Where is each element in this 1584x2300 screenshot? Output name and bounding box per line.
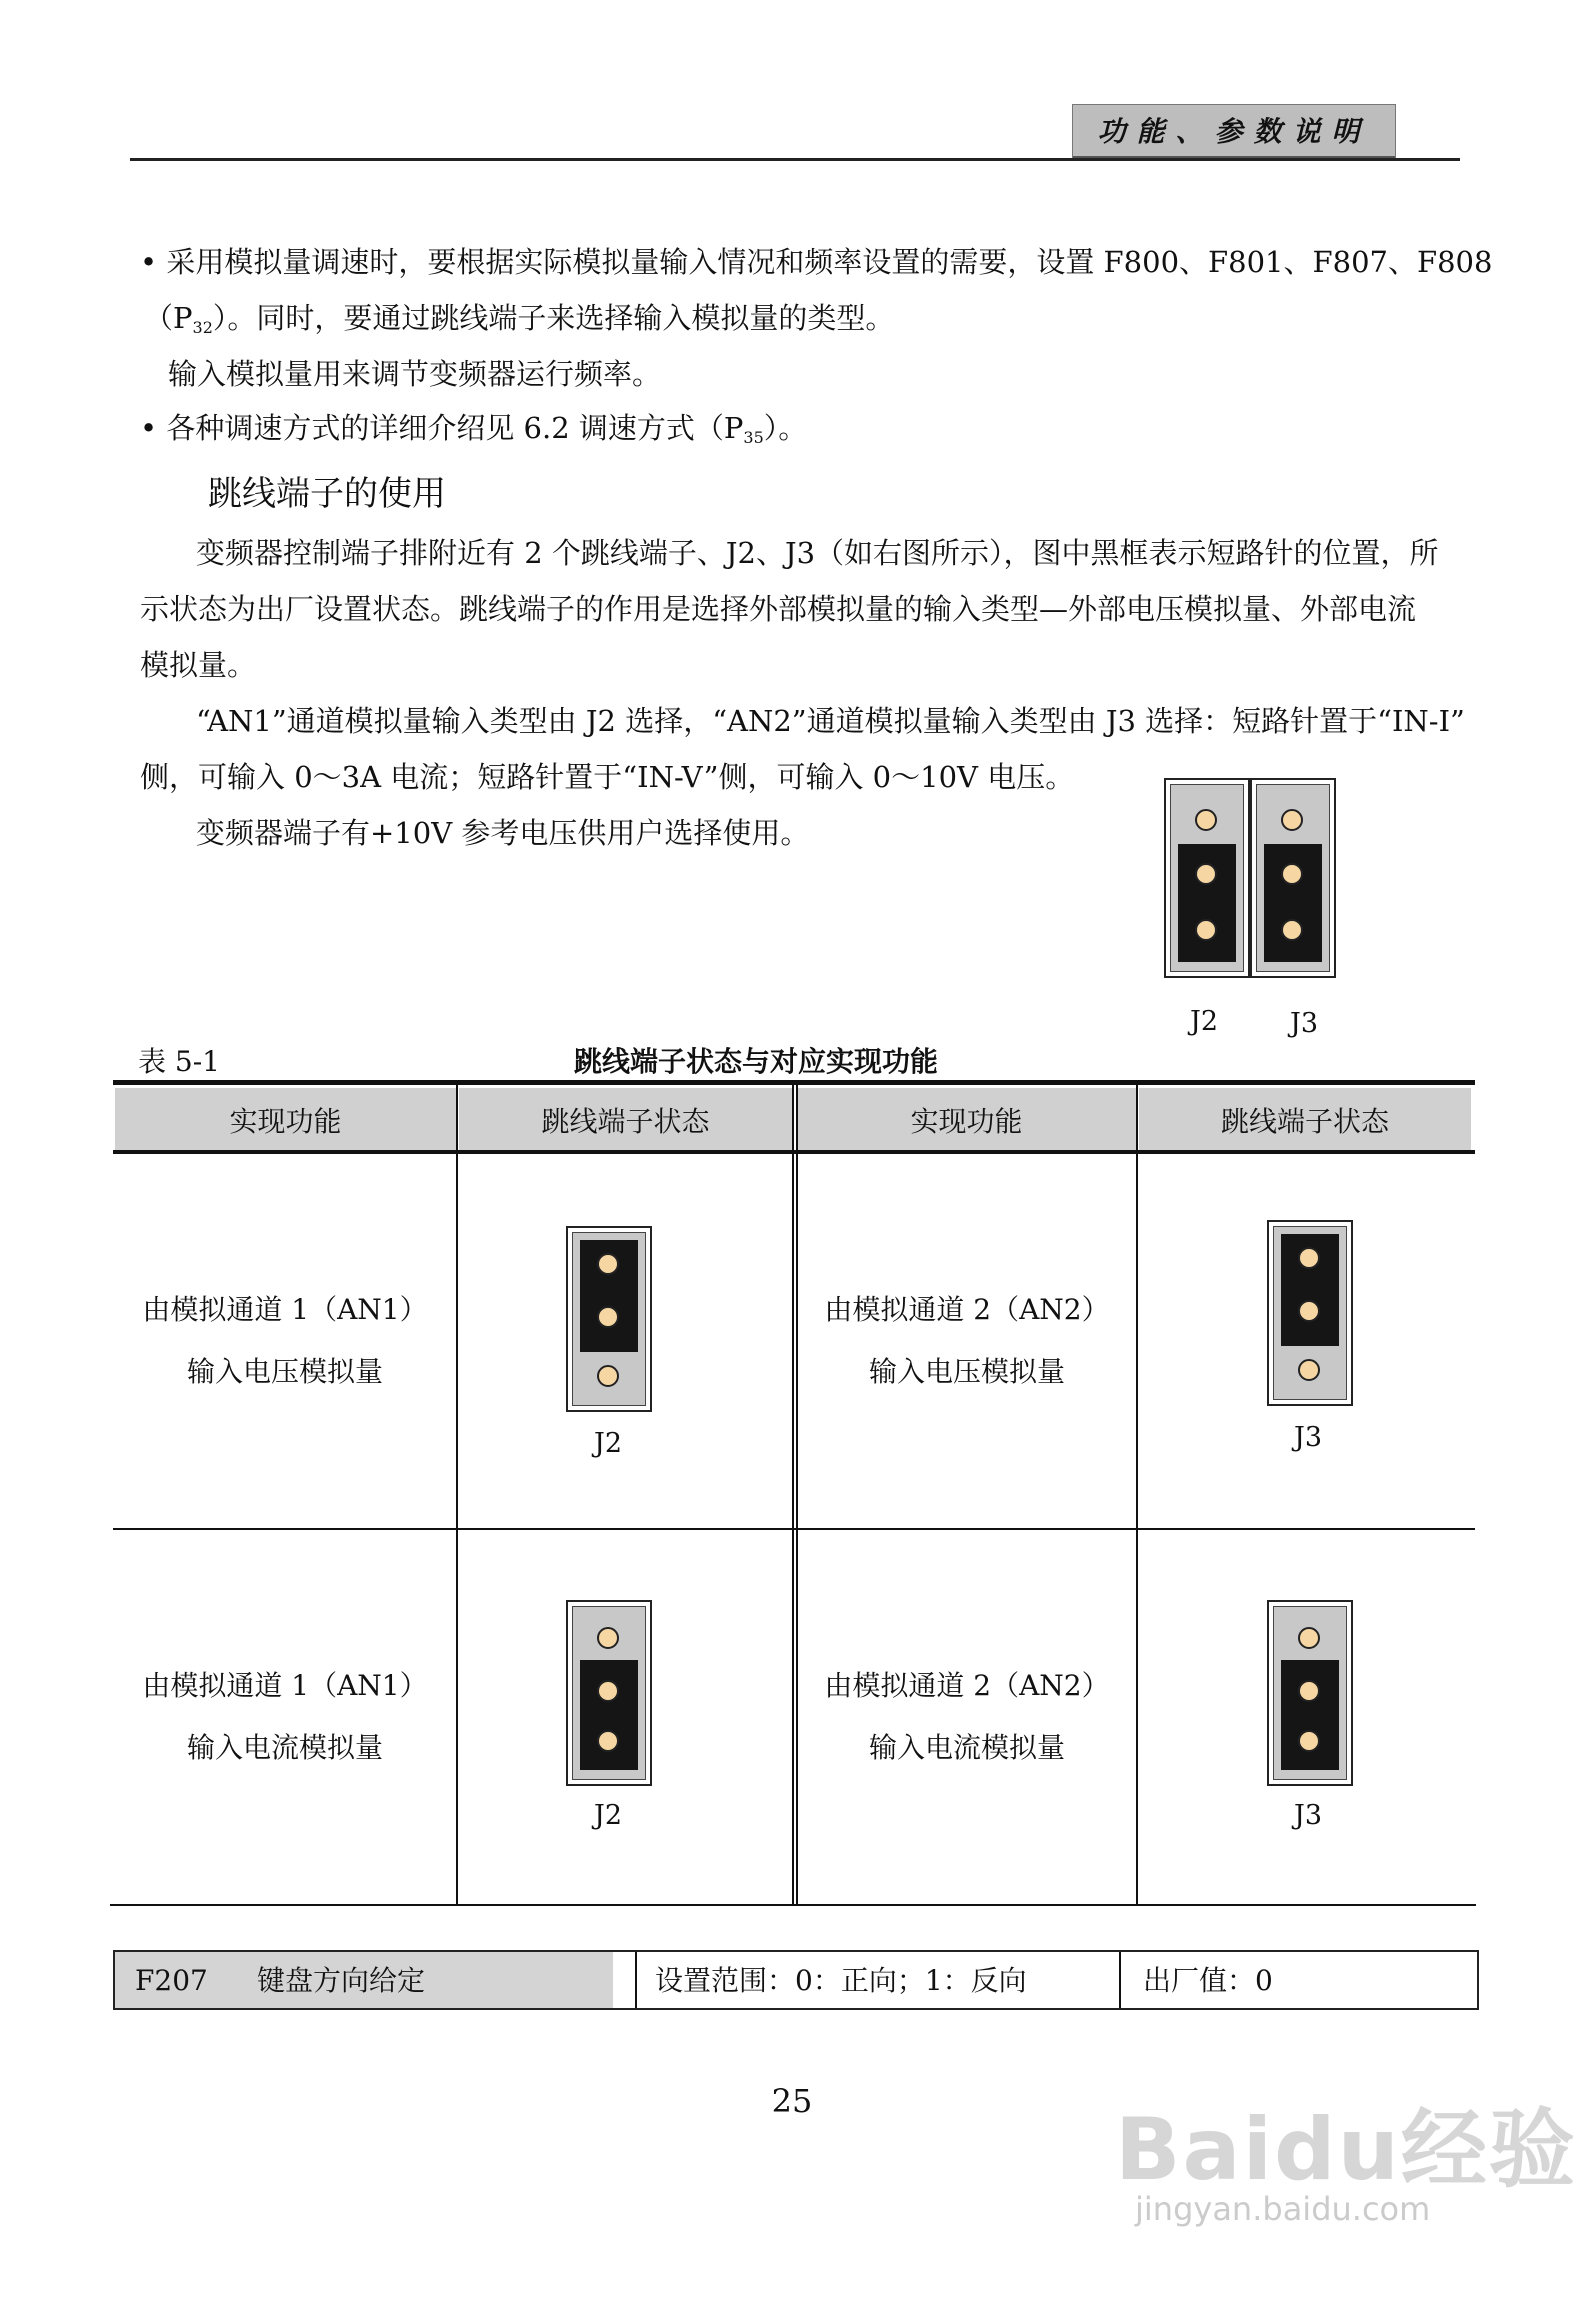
table-header-function: 实现功能 xyxy=(797,1088,1136,1152)
section-header-tab: 功能、参数说明 xyxy=(1072,104,1396,160)
parameter-divider xyxy=(1119,1952,1121,2008)
pin-icon xyxy=(1298,1247,1320,1269)
table-cell-function: 由模拟通道 2（AN2） 输入电流模拟量 xyxy=(824,1669,1110,1764)
figure-j2-label: J2 xyxy=(1190,1006,1219,1037)
parameter-range: 设置范围：0：正向；1：反向 xyxy=(655,1964,1027,1997)
pin-icon xyxy=(1298,1627,1320,1649)
intro-bullet-1-line-1: • 采用模拟量调速时，要根据实际模拟量输入情况和频率设置的需要，设置 F800、F801、F807、F808 xyxy=(140,245,1493,279)
page-number: 25 xyxy=(771,2082,813,2120)
intro-line-3: 输入模拟量用来调节变频器运行频率。 xyxy=(168,357,662,391)
parameter-divider xyxy=(635,1952,637,2008)
parameter-name: 键盘方向给定 xyxy=(257,1964,426,1997)
pin-icon xyxy=(1195,919,1217,941)
shunt-icon xyxy=(1264,844,1322,962)
table-col-rule xyxy=(796,1082,798,1905)
pin-icon xyxy=(1298,1680,1320,1702)
pin-icon xyxy=(597,1730,619,1752)
intro-bullet-2: • 各种调速方式的详细介绍见 6.2 调速方式$(P_{35})$。 xyxy=(140,411,808,447)
section-p3: 变频器端子有+10V 参考电压供用户选择使用。 xyxy=(196,816,810,850)
baidu-watermark-url: jingyan.baidu.com xyxy=(1135,2190,1431,2228)
section-p1-line-2: 示状态为出厂设置状态。跳线端子的作用是选择外部模拟量的输入类型—外部电压模拟量、外部电流 xyxy=(140,592,1417,626)
pin-icon xyxy=(1281,863,1303,885)
pin-icon xyxy=(1195,863,1217,885)
table-jumper-j2-current xyxy=(566,1600,652,1786)
pin-icon xyxy=(597,1680,619,1702)
parameter-code: F207 xyxy=(135,1964,208,1997)
pin-icon xyxy=(1298,1730,1320,1752)
figure-j2-jumper xyxy=(1164,778,1250,978)
table-jumper-j3-voltage xyxy=(1267,1220,1353,1406)
table-jumper-j2-voltage xyxy=(566,1226,652,1412)
pin-icon xyxy=(597,1253,619,1275)
pin-icon xyxy=(1298,1300,1320,1322)
pin-icon xyxy=(597,1627,619,1649)
table-jumper-label: J2 xyxy=(594,1800,623,1831)
table-header-function: 实现功能 xyxy=(115,1088,456,1152)
pin-icon xyxy=(1195,809,1217,831)
table-caption-title: 跳线端子状态与对应实现功能 xyxy=(574,1045,939,1078)
table-top-rule xyxy=(113,1080,1475,1085)
intro-bullet-1-line-2: $(P_{32})$。同时，要通过跳线端子来选择输入模拟量的类型。 xyxy=(144,301,895,337)
section-p2-line-2: 侧，可输入 0～3A 电流；短路针置于“IN-V”侧，可输入 0～10V 电压。 xyxy=(140,760,1075,794)
figure-j3-label: J3 xyxy=(1290,1008,1319,1039)
table-header-jumper-state: 跳线端子状态 xyxy=(1139,1088,1471,1152)
baidu-watermark-logo: Baidu经验 xyxy=(1115,2100,1577,2200)
table-caption-number: 表 5-1 xyxy=(138,1045,220,1078)
section-p2-line-1: “AN1”通道模拟量输入类型由 J2 选择，“AN2”通道模拟量输入类型由 J3 选择：短路针置于“IN-I” xyxy=(196,704,1465,738)
header-rule xyxy=(130,158,1460,161)
table-cell-function: 由模拟通道 2（AN2） 输入电压模拟量 xyxy=(824,1293,1110,1388)
table-header-jumper-state: 跳线端子状态 xyxy=(459,1088,792,1152)
shunt-icon xyxy=(1281,1660,1339,1770)
table-jumper-j3-current xyxy=(1267,1600,1353,1786)
section-title: 跳线端子的使用 xyxy=(208,474,446,514)
table-header-rule xyxy=(113,1150,1475,1154)
table-col-rule xyxy=(792,1082,794,1905)
pin-icon xyxy=(1298,1359,1320,1381)
table-col-rule xyxy=(1136,1082,1138,1905)
parameter-title-cell xyxy=(115,1952,613,2008)
parameter-row-f207 xyxy=(113,1950,1479,2010)
table-jumper-label: J2 xyxy=(594,1428,623,1459)
table-cell-function: 由模拟通道 1（AN1） 输入电压模拟量 xyxy=(142,1293,428,1388)
section-p1-line-1: 变频器控制端子排附近有 2 个跳线端子、J2、J3（如右图所示），图中黑框表示短路针的位置，所 xyxy=(196,536,1439,570)
pin-icon xyxy=(1281,809,1303,831)
table-cell-function: 由模拟通道 1（AN1） 输入电流模拟量 xyxy=(142,1669,428,1764)
table-jumper-label: J3 xyxy=(1294,1422,1323,1453)
table-jumper-label: J3 xyxy=(1294,1800,1323,1831)
table-row-rule xyxy=(113,1528,1475,1530)
parameter-default: 出厂值：0 xyxy=(1143,1964,1273,1997)
pin-icon xyxy=(597,1365,619,1387)
shunt-icon xyxy=(1178,844,1236,962)
shunt-icon xyxy=(580,1660,638,1770)
pin-icon xyxy=(1281,919,1303,941)
section-p1-line-3: 模拟量。 xyxy=(140,648,257,682)
pin-icon xyxy=(597,1306,619,1328)
figure-j3-jumper xyxy=(1250,778,1336,978)
table-col-rule xyxy=(456,1082,458,1905)
